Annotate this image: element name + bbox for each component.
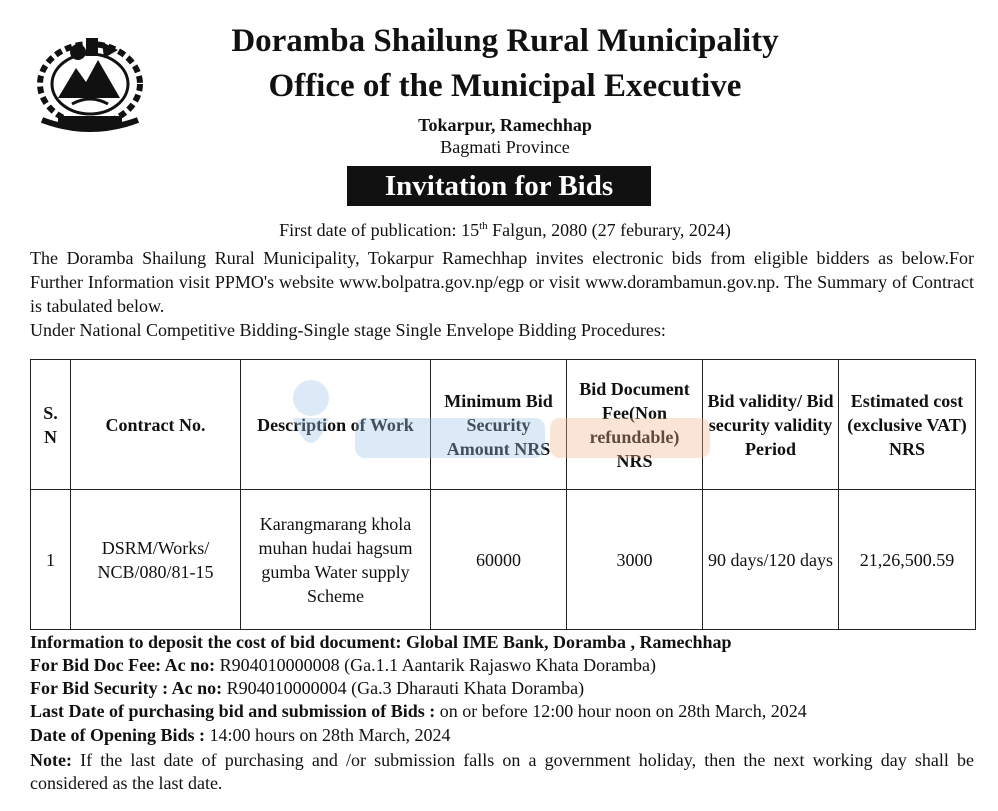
security-account: For Bid Security : Ac no: R904010000004 (Ga.3 Dharauti Khata Doramba) [30,678,585,698]
intro-paragraph: The Doramba Shailung Rural Municipality, Tokarpur Ramechhap invites electronic bids from eligible bidders as below.For Further Information visit PPMO's website www.bolpatra.gov.np/egp or visit www.dorambamun.gov.np. The Summary of Contract is tabulated below. [30,248,974,316]
cell-doc-fee: 3000 [567,490,703,630]
table-header-row [31,360,976,490]
header-contract-no: Contract No. [71,360,241,490]
nepal-government-emblem-icon [28,28,152,136]
publication-date: First date of publication: 15th Falgun, 2080 (27 feburary, 2024) [279,220,731,240]
municipality-title: Doramba Shailung Rural Municipality [231,23,779,59]
deposit-info: Information to deposit the cost of bid document: Global IME Bank, Doramba , Ramechhap [30,632,732,652]
contract-summary-table [30,359,976,630]
cell-sn: 1 [31,490,71,630]
doc-fee-account: For Bid Doc Fee: Ac no: R904010000008 (Ga.1.1 Aantarik Rajaswo Khata Doramba) [30,655,657,675]
opening-date: Date of Opening Bids : 14:00 hours on 28th March, 2024 [30,725,451,745]
header-bid-security: Minimum Bid Security Amount NRS [431,360,567,490]
cell-contract-no: DSRM/Works/ NCB/080/81-15 [71,490,241,630]
header-validity: Bid validity/ Bid security validity Period [703,360,839,490]
header-doc-fee: Bid Document Fee(Non refundable) NRS [567,360,703,490]
cell-estimated-cost: 21,26,500.59 [839,490,976,630]
cell-description: Karangmarang khola muhan hudai hagsum gumba Water supply Scheme [241,490,431,630]
cell-validity: 90 days/120 days [703,490,839,630]
invitation-banner: Invitation for Bids [347,166,651,206]
address-line-2: Bagmati Province [440,137,570,157]
cell-bid-security: 60000 [431,490,567,630]
last-date: Last Date of purchasing bid and submission of Bids : on or before 12:00 hour noon on 28th March, 2024 [30,701,807,721]
table-row [31,490,976,630]
header-sn: S. N [31,360,71,490]
note: Note: If the last date of purchasing and /or submission falls on a government holiday, then the next working day shall be considered as the last date. [30,750,974,793]
header-description: Description of Work [241,360,431,490]
address-line-1: Tokarpur, Ramechhap [418,115,592,135]
header-estimated-cost: Estimated cost (exclusive VAT) NRS [839,360,976,490]
office-title: Office of the Municipal Executive [268,68,742,104]
procedure-line: Under National Competitive Bidding-Single stage Single Envelope Bidding Procedures: [30,320,666,340]
